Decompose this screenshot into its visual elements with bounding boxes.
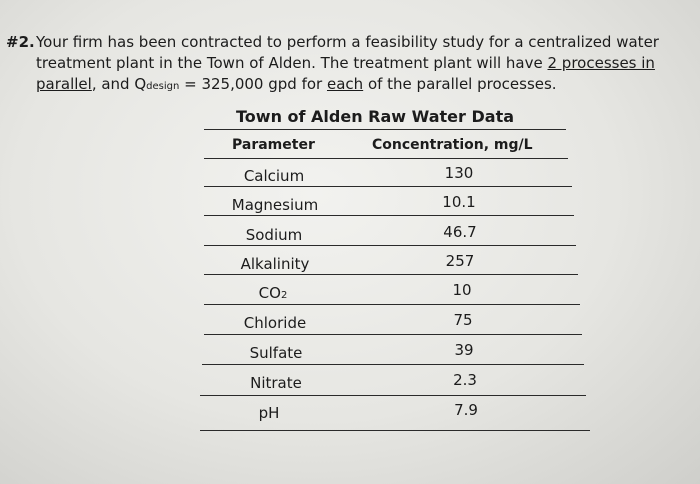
- row-parameter-text: Sulfate: [249, 344, 303, 362]
- row-value: 130: [444, 164, 474, 182]
- row-rule: [204, 186, 572, 187]
- header-rule: [204, 158, 568, 159]
- row-rule: [202, 364, 584, 365]
- parallel-text: parallel: [36, 75, 92, 93]
- row-parameter-text: pH: [258, 404, 280, 422]
- problem-line-2: [36, 53, 655, 74]
- row-value: 7.9: [454, 401, 478, 419]
- row-value: 2.3: [453, 371, 477, 389]
- row-value: 257: [445, 252, 475, 270]
- design-subscript: design: [146, 81, 180, 92]
- row-parameter: [216, 344, 336, 362]
- row-parameter-text: Nitrate: [250, 374, 302, 392]
- q-text: , and Q: [91, 75, 147, 93]
- row-rule: [200, 395, 586, 396]
- header-parameter: Parameter: [232, 137, 315, 153]
- table-title: Town of Alden Raw Water Data: [236, 107, 515, 126]
- row-value: 39: [454, 341, 474, 359]
- row-parameter-text: Alkalinity: [240, 255, 310, 273]
- row-value: 46.7: [443, 223, 477, 241]
- row-parameter-text: Chloride: [243, 314, 307, 332]
- row-parameter: [215, 255, 335, 273]
- row-value: 10: [452, 281, 472, 299]
- row-parameter-text: Calcium: [243, 167, 305, 185]
- row-value: 75: [453, 311, 473, 329]
- row-rule: [204, 304, 580, 305]
- problem-line-1: Your firm has been contracted to perform a feasibility study for a centralized water: [36, 33, 659, 51]
- row-parameter: [209, 404, 329, 422]
- row-value: 10.1: [442, 193, 476, 211]
- row-rule: [204, 334, 582, 335]
- processes-in-parallel-text: 2 processes in: [547, 54, 655, 72]
- row-parameter: [213, 284, 333, 302]
- problem-number: #2.: [6, 33, 35, 51]
- row-parameter: [216, 374, 336, 392]
- row-parameter: [214, 167, 334, 185]
- row-parameter-text: Magnesium: [231, 196, 319, 214]
- row-parameter: [215, 314, 335, 332]
- title-underline: [204, 129, 566, 130]
- row-rule: [204, 274, 578, 275]
- each-text: each: [326, 75, 364, 93]
- problem-line-2-text: treatment plant in the Town of Alden. The treatment plant will have: [36, 54, 548, 72]
- problem-line-3: [36, 74, 557, 97]
- flow-text: = 325,000 gpd for: [179, 75, 327, 93]
- header-concentration: Concentration, mg/L: [372, 137, 533, 153]
- row-parameter-text: CO: [258, 284, 281, 302]
- row-rule: [200, 430, 590, 431]
- row-parameter: [214, 226, 334, 244]
- row-rule: [204, 215, 574, 216]
- row-rule: [204, 245, 576, 246]
- row-parameter-subscript: 2: [280, 290, 288, 301]
- row-parameter-text: Sodium: [245, 226, 303, 244]
- parallel-processes-text: of the parallel processes.: [363, 75, 557, 93]
- row-parameter: [215, 196, 335, 214]
